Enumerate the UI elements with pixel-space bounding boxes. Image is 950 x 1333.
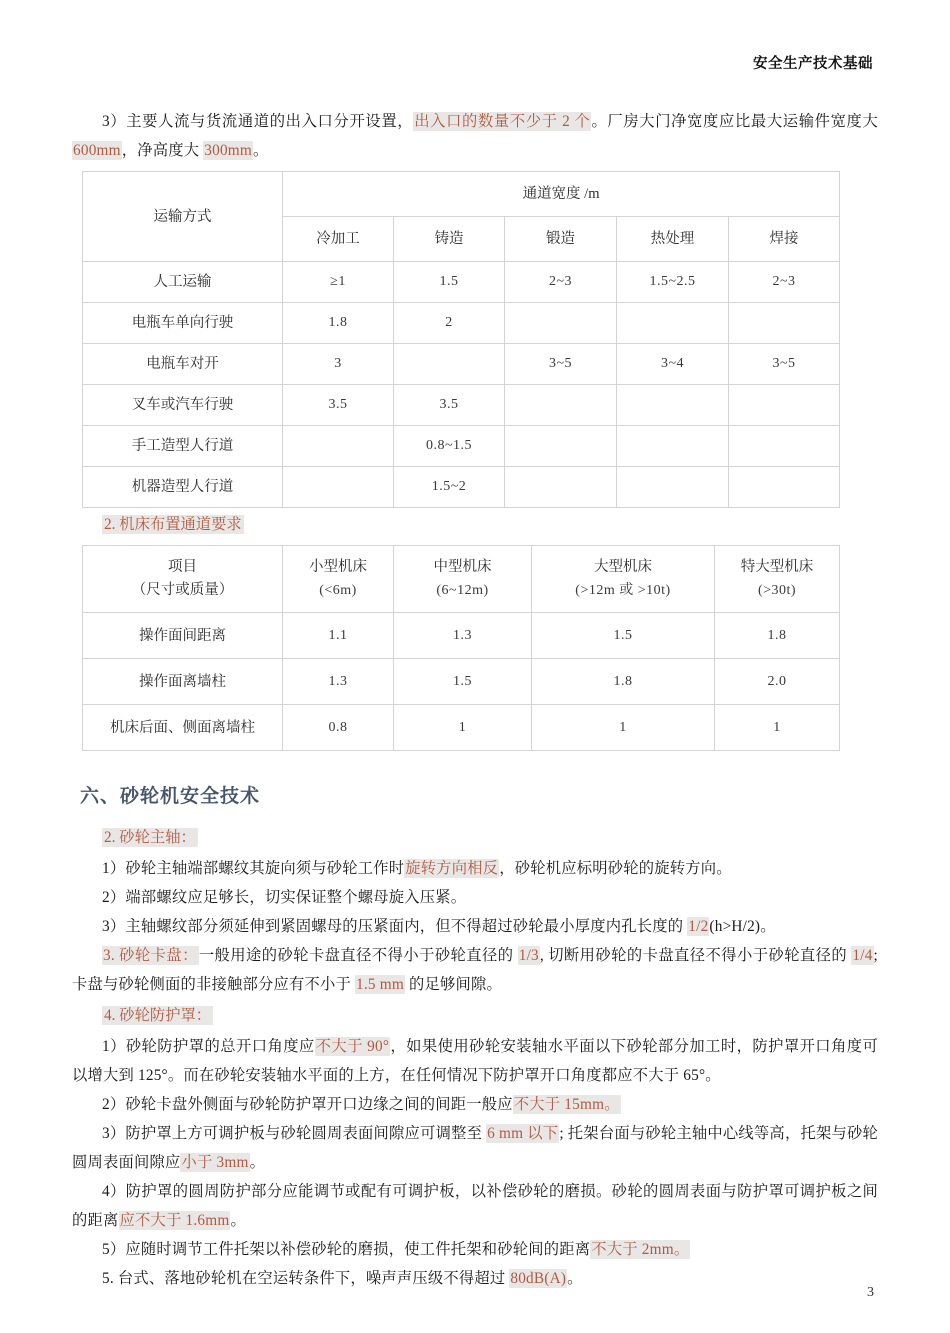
t2-row1-label: 操作面离墙柱 bbox=[83, 659, 283, 705]
t2-col0-header-line1: 项目 bbox=[168, 559, 197, 575]
table-row bbox=[83, 426, 840, 467]
t2-col-4-line2: (>30t) bbox=[757, 583, 797, 598]
intro-mid: 。厂房大门净宽度应比最大运输件宽度大 bbox=[591, 113, 878, 130]
chuck-subheading-text: 3. 砂轮卡盘： bbox=[103, 947, 198, 964]
noise-item-5 bbox=[72, 1264, 878, 1293]
guard-item-5-highlight: 不大于 2mm。 bbox=[591, 1241, 690, 1258]
t1-row2-v4: 3~5 bbox=[729, 344, 840, 385]
t2-row2-v3: 1 bbox=[715, 705, 840, 751]
t1-row4-v1: 0.8~1.5 bbox=[394, 426, 505, 467]
t1-col-3: 锻造 bbox=[505, 217, 617, 262]
t1-row5-v2 bbox=[505, 467, 617, 508]
table-row bbox=[83, 344, 840, 385]
t1-row5-v4 bbox=[729, 467, 840, 508]
guard-item-3-b: ; 托架台面与砂轮主轴中心线等高，托架与砂轮圆周表面间隙应 bbox=[72, 1125, 878, 1171]
guard-item-1 bbox=[72, 1032, 878, 1090]
spindle-subheading bbox=[72, 824, 878, 852]
t1-row0-v3: 1.5~2.5 bbox=[617, 262, 729, 303]
t2-row1-v1: 1.5 bbox=[394, 659, 532, 705]
chuck-paragraph bbox=[72, 941, 878, 999]
guard-subheading bbox=[72, 1002, 878, 1030]
guard-item-4-b: 。 bbox=[230, 1212, 246, 1229]
t2-row2-v2: 1 bbox=[532, 705, 715, 751]
t1-row1-v2 bbox=[505, 303, 617, 344]
t1-row3-v2 bbox=[505, 385, 617, 426]
table-row bbox=[83, 705, 840, 751]
guard-item-4-a: 4）防护罩的圆周防护部分应能调节或配有可调护板，以补偿砂轮的磨损。砂轮的圆周表面与防护罩可调护板之间的距离 bbox=[72, 1183, 878, 1229]
t1-row1-v1: 2 bbox=[394, 303, 505, 344]
t2-col0-header-line2: （尺寸或质量） bbox=[131, 582, 234, 598]
noise-item-a: 5. 台式、落地砂轮机在空运转条件下，噪声声压级不得超过 bbox=[102, 1270, 510, 1287]
table-row bbox=[83, 467, 840, 508]
t1-col-5: 焊接 bbox=[729, 217, 840, 262]
page-number: 3 bbox=[867, 1285, 874, 1300]
page-title: 六、砂轮机安全技术 bbox=[80, 786, 261, 807]
t1-row4-label: 手工造型人行道 bbox=[83, 426, 283, 467]
t1-group-header: 通道宽度 /m bbox=[283, 172, 840, 217]
t1-row1-label: 电瓶车单向行驶 bbox=[83, 303, 283, 344]
t2-row2-label: 机床后面、侧面离墙柱 bbox=[83, 705, 283, 751]
table-row bbox=[83, 385, 840, 426]
chuck-c: ; 卡盘与砂轮侧面的非接触部分应有不小于 bbox=[72, 947, 878, 993]
t1-row2-v1 bbox=[394, 344, 505, 385]
t1-row1-v3 bbox=[617, 303, 729, 344]
t2-row0-v1: 1.3 bbox=[394, 613, 532, 659]
machine-layout-subheading bbox=[72, 511, 878, 539]
t1-col-1: 冷加工 bbox=[283, 217, 394, 262]
t1-row1-v0: 1.8 bbox=[283, 303, 394, 344]
t1-row3-v1: 3.5 bbox=[394, 385, 505, 426]
t1-row5-v0 bbox=[283, 467, 394, 508]
t2-row1-v3: 2.0 bbox=[715, 659, 840, 705]
guard-item-3-highlight-3mm: 小于 3mm bbox=[181, 1154, 249, 1171]
chuck-highlight-1-5mm: 1.5 mm bbox=[355, 976, 404, 993]
t2-col-3-line2: (>12m 或 >10t) bbox=[575, 583, 671, 598]
table-row bbox=[83, 262, 840, 303]
t1-row3-v3 bbox=[617, 385, 729, 426]
guard-item-3-a: 3）防护罩上方可调护板与砂轮圆周表面间隙应可调整至 bbox=[102, 1125, 487, 1142]
guard-item-1-highlight: 不大于 90° bbox=[315, 1038, 390, 1055]
table-row-header bbox=[83, 546, 840, 613]
guard-item-3-c: 。 bbox=[249, 1154, 266, 1171]
guard-item-2 bbox=[72, 1090, 878, 1119]
t2-col0-header bbox=[83, 546, 283, 613]
guard-item-1-b: ，如果使用砂轮安装轴水平面以下砂轮部分加工时，防护罩开口角度可以增大到 125°。而在砂轮安装轴水平面的上方，在任何情况下防护罩开口角度都应不大于 65°。 bbox=[72, 1038, 879, 1084]
t2-col-2 bbox=[394, 546, 532, 613]
intro-paragraph bbox=[72, 107, 878, 165]
t1-col-2: 铸造 bbox=[394, 217, 505, 262]
guard-item-2-highlight: 不大于 15mm。 bbox=[513, 1096, 620, 1113]
chuck-b: , 切断用砂轮的卡盘直径不得小于砂轮直径的 bbox=[539, 947, 852, 964]
table-row bbox=[83, 659, 840, 705]
t1-col0-header: 运输方式 bbox=[83, 172, 283, 262]
passage-width-table bbox=[82, 171, 840, 508]
t1-row2-v3: 3~4 bbox=[617, 344, 729, 385]
intro-highlight-entrances: 出入口的数量不少于 2 个 bbox=[414, 113, 591, 130]
t1-row3-v4 bbox=[729, 385, 840, 426]
t1-row0-v4: 2~3 bbox=[729, 262, 840, 303]
guard-item-5 bbox=[72, 1235, 878, 1264]
t2-row2-v1: 1 bbox=[394, 705, 532, 751]
t2-row0-v2: 1.5 bbox=[532, 613, 715, 659]
intro-prefix: 3）主要人流与货流通道的出入口分开设置， bbox=[102, 113, 414, 130]
t2-col-1-line1: 小型机床 bbox=[309, 559, 367, 575]
t2-row1-v2: 1.8 bbox=[532, 659, 715, 705]
intro-highlight-300mm: 300mm bbox=[204, 142, 253, 159]
spindle-item-1 bbox=[72, 854, 878, 883]
t1-row5-v3 bbox=[617, 467, 729, 508]
guard-item-3-highlight-6mm: 6 mm 以下 bbox=[487, 1125, 559, 1142]
machine-layout-subheading-text: 2. 机床布置通道要求 bbox=[104, 516, 242, 533]
t1-row3-v0: 3.5 bbox=[283, 385, 394, 426]
chuck-highlight-one-third: 1/3 bbox=[518, 947, 539, 964]
noise-highlight-80db: 80dB(A) bbox=[510, 1270, 567, 1287]
spindle-item-1-highlight: 旋转方向相反 bbox=[405, 860, 499, 877]
t2-row0-v3: 1.8 bbox=[715, 613, 840, 659]
spindle-item-3 bbox=[72, 912, 878, 941]
table-row bbox=[83, 613, 840, 659]
t1-row0-v0: ≥1 bbox=[283, 262, 394, 303]
spindle-item-3-a: 3）主轴螺纹部分须延伸到紧固螺母的压紧面内，但不得超过砂轮最小厚度内孔长度的 bbox=[102, 918, 688, 935]
t2-col-4 bbox=[715, 546, 840, 613]
t2-col-1 bbox=[283, 546, 394, 613]
t1-row0-label: 人工运输 bbox=[83, 262, 283, 303]
running-header: 安全生产技术基础 bbox=[753, 56, 873, 72]
t1-row2-v0: 3 bbox=[283, 344, 394, 385]
t2-col-2-line1: 中型机床 bbox=[433, 559, 492, 575]
t2-col-1-line2: (<6m) bbox=[319, 583, 357, 598]
machine-clearance-table bbox=[82, 545, 840, 751]
t2-col-3 bbox=[532, 546, 715, 613]
t1-row5-v1: 1.5~2 bbox=[394, 467, 505, 508]
t1-row2-v2: 3~5 bbox=[505, 344, 617, 385]
guard-item-1-a: 1）砂轮防护罩的总开口角度应 bbox=[102, 1038, 315, 1055]
spindle-item-1-a: 1）砂轮主轴端部螺纹其旋向须与砂轮工作时 bbox=[102, 860, 405, 877]
table-row bbox=[83, 303, 840, 344]
guard-item-4 bbox=[72, 1177, 878, 1235]
t1-row5-label: 机器造型人行道 bbox=[83, 467, 283, 508]
t1-row3-label: 叉车或汽车行驶 bbox=[83, 385, 283, 426]
spindle-item-3-highlight: 1/2 bbox=[688, 918, 709, 935]
guard-subheading-text: 4. 砂轮防护罩： bbox=[104, 1007, 212, 1024]
t1-row4-v2 bbox=[505, 426, 617, 467]
intro-suffix: 。 bbox=[253, 142, 269, 159]
guard-item-3 bbox=[72, 1119, 878, 1177]
t2-col-4-line1: 特大型机床 bbox=[740, 559, 814, 575]
t1-row4-v4 bbox=[729, 426, 840, 467]
spindle-item-1-b: ，砂轮机应标明砂轮的旋转方向。 bbox=[499, 860, 732, 877]
guard-item-2-a: 2）砂轮卡盘外侧面与砂轮防护罩开口边缘之间的间距一般应 bbox=[102, 1096, 513, 1113]
intro-mid2: ，净高度大 bbox=[121, 142, 204, 159]
t1-row4-v3 bbox=[617, 426, 729, 467]
spindle-item-2: 2）端部螺纹应足够长，切实保证整个螺母旋入压紧。 bbox=[102, 889, 467, 906]
t1-row0-v2: 2~3 bbox=[505, 262, 617, 303]
spindle-subheading-text: 2. 砂轮主轴： bbox=[104, 829, 196, 846]
guard-item-4-highlight: 应不大于 1.6mm bbox=[119, 1212, 230, 1229]
t1-row0-v1: 1.5 bbox=[394, 262, 505, 303]
chuck-d: 的足够间隙。 bbox=[404, 976, 502, 993]
t2-col-3-line1: 大型机床 bbox=[594, 559, 652, 575]
chuck-highlight-one-quarter: 1/4 bbox=[852, 947, 873, 964]
noise-item-b: 。 bbox=[567, 1270, 583, 1287]
table-row-header-group bbox=[83, 172, 840, 217]
t1-row2-label: 电瓶车对开 bbox=[83, 344, 283, 385]
t2-row0-v0: 1.1 bbox=[283, 613, 394, 659]
t2-row2-v0: 0.8 bbox=[283, 705, 394, 751]
t2-row0-label: 操作面间距离 bbox=[83, 613, 283, 659]
t2-col-2-line2: (6~12m) bbox=[436, 583, 489, 598]
t1-row4-v0 bbox=[283, 426, 394, 467]
spindle-item-3-b: (h>H/2)。 bbox=[709, 918, 776, 935]
t1-col-4: 热处理 bbox=[617, 217, 729, 262]
t2-row1-v0: 1.3 bbox=[283, 659, 394, 705]
guard-item-5-a: 5）应随时调节工件托架以补偿砂轮的磨损，使工件托架和砂轮间的距离 bbox=[102, 1241, 591, 1258]
t1-row1-v4 bbox=[729, 303, 840, 344]
intro-highlight-600mm: 600mm bbox=[73, 142, 121, 159]
chuck-a: 一般用途的砂轮卡盘直径不得小于砂轮直径的 bbox=[198, 947, 518, 964]
